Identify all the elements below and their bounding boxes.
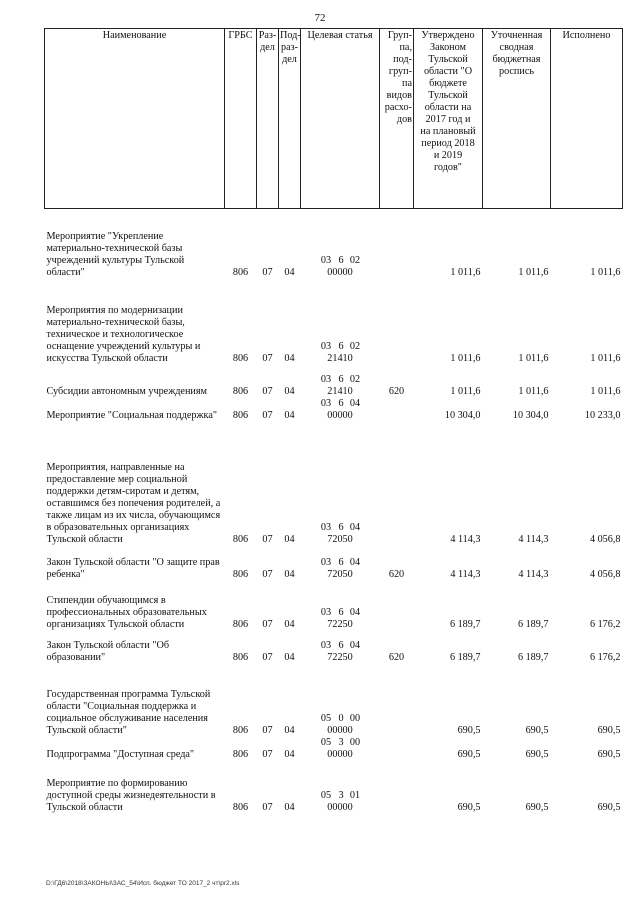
- table-row: [45, 761, 623, 814]
- row-group: [380, 279, 414, 365]
- row-revised: 690,5: [525, 724, 549, 736]
- target-code-part: 04: [349, 521, 361, 533]
- target-code-part: 6: [338, 606, 344, 618]
- target-code-part: 72050: [327, 533, 353, 545]
- row-group: [380, 581, 414, 631]
- row-revised: 4 114,3: [518, 568, 549, 580]
- row-executed: 690,5: [597, 801, 621, 813]
- row-executed: 1 011,6: [590, 385, 621, 397]
- header-approved: Утверждено Законом Тульской области "О бюджете Тульской области на 2017 год и на плановый период 2018 и 2019 годов": [414, 29, 483, 209]
- target-code-part: 02: [349, 373, 361, 385]
- target-code-part: 6: [338, 521, 344, 533]
- table-row: [45, 422, 623, 546]
- row-grbs: 806: [232, 748, 249, 760]
- table-row: [45, 737, 623, 761]
- target-code-part: 00: [349, 712, 361, 724]
- target-code-part: 03: [320, 639, 332, 651]
- row-grbs: 806: [232, 651, 249, 663]
- row-grbs: 806: [232, 533, 249, 545]
- row-podrazdel: 04: [284, 748, 295, 760]
- row-podrazdel: 04: [284, 568, 295, 580]
- target-code-part: 00000: [327, 801, 353, 813]
- row-revised: 6 189,7: [517, 618, 549, 630]
- row-name: Мероприятия по модернизации материально-технической базы, техническое и технологическое оснащение учреждений культуры и искусства Тульской области: [46, 304, 201, 364]
- target-code-part: 05: [320, 789, 332, 801]
- target-code-part: 72250: [327, 651, 353, 663]
- row-name: Государственная программа Тульской области "Социальная поддержка и социальное обслуживание населения Тульской области": [46, 688, 211, 736]
- row-grbs: 806: [232, 568, 249, 580]
- row-group: 620: [388, 568, 405, 580]
- row-name: Подпрограмма "Доступная среда": [46, 748, 195, 760]
- table-row: [45, 631, 623, 664]
- header-name: Наименование: [45, 29, 225, 209]
- target-code-part: 72050: [327, 568, 353, 580]
- row-name: Закон Тульской области "Об образовании": [46, 639, 170, 663]
- row-podrazdel: 04: [284, 533, 295, 545]
- target-code-part: 00000: [327, 724, 353, 736]
- target-code-part: 6: [338, 373, 344, 385]
- row-razdel: 07: [262, 533, 273, 545]
- row-razdel: 07: [262, 748, 273, 760]
- row-podrazdel: 04: [284, 385, 295, 397]
- row-grbs: 806: [232, 618, 249, 630]
- target-code-part: 0: [338, 712, 344, 724]
- row-target: [301, 546, 380, 581]
- header-group: Груп- па, под- груп- па видов расхо- дов: [380, 29, 414, 209]
- row-target: [301, 365, 380, 398]
- row-razdel: 07: [262, 352, 273, 364]
- header-grbs: ГРБС: [225, 29, 257, 209]
- target-code-part: 6: [338, 397, 344, 409]
- row-grbs: 806: [232, 385, 249, 397]
- file-path-footer: D:\ГД6\2018\ЗАКОНЫ\ЗАС_54\Исп. бюджет ТО 2017_2 чт\pr2.xls: [46, 880, 240, 887]
- row-grbs: 806: [232, 724, 249, 736]
- target-code-part: 02: [349, 340, 361, 352]
- target-code-part: 00000: [327, 748, 353, 760]
- page-number: 72: [314, 12, 326, 24]
- row-podrazdel: 04: [284, 266, 295, 278]
- row-executed: 690,5: [597, 748, 621, 760]
- row-approved: 4 114,3: [450, 533, 481, 545]
- row-revised: 1 011,6: [518, 385, 549, 397]
- row-name: Мероприятия, направленные на предоставление мер социальной поддержки детям-сиротам и детям, оставшимся без попечения родителей, а также лицам из их числа, обучающимся в образовательных организациях Тульской области: [46, 461, 221, 545]
- target-code-part: 04: [349, 556, 361, 568]
- target-code-part: 6: [338, 556, 344, 568]
- row-revised: 690,5: [525, 748, 549, 760]
- row-name: Мероприятие "Укрепление материально-технической базы учреждений культуры Тульской области": [46, 230, 185, 278]
- header-row: [45, 29, 623, 209]
- table-row: [45, 209, 623, 279]
- row-name: Мероприятие по формированию доступной среды жизнедеятельности в Тульской области: [46, 777, 216, 813]
- row-group: 620: [388, 385, 405, 397]
- row-razdel: 07: [262, 801, 273, 813]
- row-approved: 1 011,6: [450, 385, 481, 397]
- row-executed: 10 233,0: [584, 409, 621, 421]
- target-code-part: 03: [320, 373, 332, 385]
- row-grbs: 806: [232, 801, 249, 813]
- row-target: [301, 631, 380, 664]
- target-code-part: 6: [338, 340, 344, 352]
- row-approved: 10 304,0: [444, 409, 481, 421]
- row-group: 620: [388, 651, 405, 663]
- table-row: [45, 279, 623, 365]
- target-code-part: 03: [320, 521, 332, 533]
- target-code-part: 05: [320, 736, 332, 748]
- target-code-part: 03: [320, 606, 332, 618]
- row-podrazdel: 04: [284, 724, 295, 736]
- target-code-part: 03: [320, 340, 332, 352]
- header-razdel: Раз- дел: [257, 29, 279, 209]
- row-razdel: 07: [262, 266, 273, 278]
- target-code-part: 3: [338, 736, 344, 748]
- target-code-part: 04: [349, 639, 361, 651]
- row-executed: 4 056,8: [589, 533, 621, 545]
- row-revised: 10 304,0: [512, 409, 549, 421]
- row-executed: 6 176,2: [589, 651, 621, 663]
- row-group: [380, 664, 414, 737]
- target-code-part: 05: [320, 712, 332, 724]
- target-code-part: 6: [338, 639, 344, 651]
- table-row: [45, 398, 623, 422]
- row-approved: 4 114,3: [450, 568, 481, 580]
- target-code-part: 21410: [327, 352, 353, 364]
- budget-table: [44, 28, 623, 814]
- target-code-part: 6: [338, 254, 344, 266]
- row-target: [301, 398, 380, 422]
- row-podrazdel: 04: [284, 651, 295, 663]
- target-code-part: 3: [338, 789, 344, 801]
- row-razdel: 07: [262, 385, 273, 397]
- row-group: [380, 398, 414, 422]
- row-group: [380, 761, 414, 814]
- row-revised: 6 189,7: [517, 651, 549, 663]
- table-row: [45, 581, 623, 631]
- row-name: Закон Тульской области "О защите прав ребенка": [46, 556, 220, 580]
- row-name: Мероприятие "Социальная поддержка": [46, 409, 218, 421]
- table-row: [45, 546, 623, 581]
- target-code-part: 01: [349, 789, 361, 801]
- row-podrazdel: 04: [284, 352, 295, 364]
- row-grbs: 806: [232, 409, 249, 421]
- row-approved: 690,5: [457, 801, 481, 813]
- row-group: [380, 422, 414, 546]
- target-code-part: 02: [349, 254, 361, 266]
- row-razdel: 07: [262, 568, 273, 580]
- row-target: [301, 581, 380, 631]
- row-podrazdel: 04: [284, 801, 295, 813]
- target-code-part: 04: [349, 397, 361, 409]
- header-revised: Уточненная сводная бюджетная роспись: [483, 29, 551, 209]
- row-executed: 1 011,6: [590, 352, 621, 364]
- row-approved: 6 189,7: [449, 618, 481, 630]
- row-podrazdel: 04: [284, 618, 295, 630]
- row-podrazdel: 04: [284, 409, 295, 421]
- row-executed: 4 056,8: [589, 568, 621, 580]
- row-approved: 690,5: [457, 724, 481, 736]
- row-grbs: 806: [232, 352, 249, 364]
- row-razdel: 07: [262, 651, 273, 663]
- row-approved: 1 011,6: [450, 352, 481, 364]
- target-code-part: 72250: [327, 618, 353, 630]
- header-podrazdel: Под- раз- дел: [279, 29, 301, 209]
- target-code-part: 04: [349, 606, 361, 618]
- target-code-part: 00: [349, 736, 361, 748]
- target-code-part: 00000: [327, 266, 353, 278]
- row-group: [380, 209, 414, 279]
- target-code-part: 03: [320, 556, 332, 568]
- row-revised: 1 011,6: [518, 266, 549, 278]
- table-body: [45, 209, 623, 814]
- target-code-part: 03: [320, 254, 332, 266]
- row-razdel: 07: [262, 618, 273, 630]
- row-grbs: 806: [232, 266, 249, 278]
- row-approved: 1 011,6: [450, 266, 481, 278]
- row-executed: 1 011,6: [590, 266, 621, 278]
- row-razdel: 07: [262, 409, 273, 421]
- row-razdel: 07: [262, 724, 273, 736]
- row-executed: 690,5: [597, 724, 621, 736]
- row-name: Стипендии обучающимся в профессиональных образовательных организациях Тульской области: [46, 594, 207, 630]
- row-revised: 690,5: [525, 801, 549, 813]
- row-target: [301, 664, 380, 737]
- row-approved: 6 189,7: [449, 651, 481, 663]
- row-approved: 690,5: [457, 748, 481, 760]
- table-row: [45, 365, 623, 398]
- target-code-part: 00000: [327, 409, 353, 421]
- row-revised: 1 011,6: [518, 352, 549, 364]
- target-code-part: 03: [320, 397, 332, 409]
- row-target: [301, 422, 380, 546]
- row-revised: 4 114,3: [518, 533, 549, 545]
- target-code-part: 21410: [327, 385, 353, 397]
- header-target: Целевая статья: [301, 29, 380, 209]
- header-executed: Исполнено: [551, 29, 623, 209]
- row-group: [380, 737, 414, 761]
- row-target: [301, 209, 380, 279]
- row-target: [301, 737, 380, 761]
- row-name: Субсидии автономным учреждениям: [46, 385, 207, 397]
- row-target: [301, 279, 380, 365]
- table-row: [45, 664, 623, 737]
- row-executed: 6 176,2: [589, 618, 621, 630]
- row-target: [301, 761, 380, 814]
